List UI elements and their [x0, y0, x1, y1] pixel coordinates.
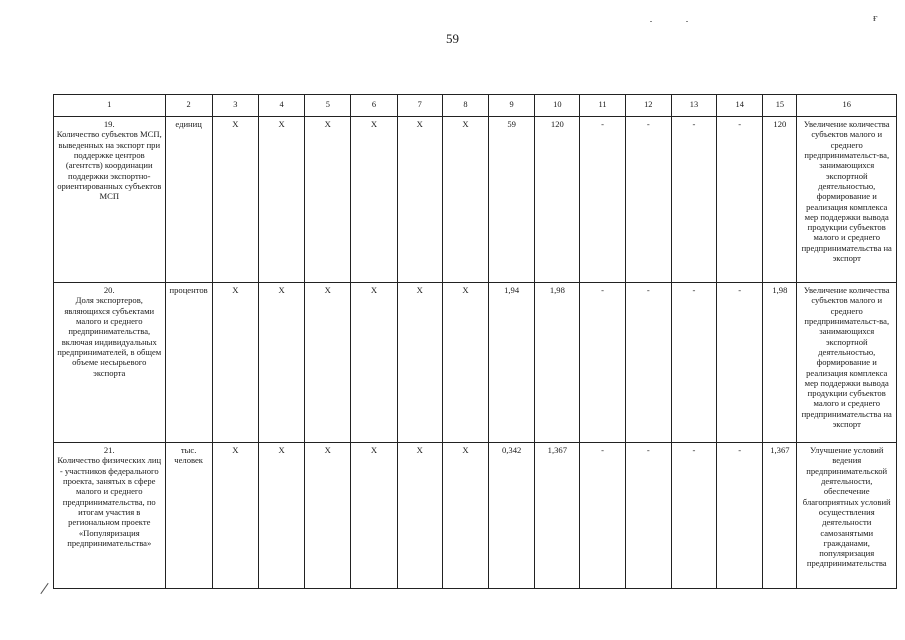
header-cell: 2	[165, 95, 212, 117]
value-cell: -	[625, 443, 671, 589]
value-cell: -	[580, 283, 625, 443]
value-cell: X	[442, 283, 488, 443]
header-cell: 4	[258, 95, 304, 117]
value-cell: -	[580, 443, 625, 589]
table-row	[54, 117, 897, 283]
value-cell: -	[580, 117, 625, 283]
scan-artifact	[686, 21, 688, 22]
table-row	[54, 283, 897, 443]
value-cell: -	[625, 117, 671, 283]
header-cell: 7	[397, 95, 442, 117]
value-cell: 1,367	[535, 443, 580, 589]
header-cell: 16	[797, 95, 897, 117]
header-cell: 8	[442, 95, 488, 117]
row-number: 21.	[103, 445, 115, 455]
value-cell: X	[397, 283, 442, 443]
header-cell: 14	[717, 95, 763, 117]
page-number: 59	[446, 31, 459, 46]
scan-artifact	[40, 583, 48, 594]
value-cell: 1,98	[763, 283, 797, 443]
value-cell: X	[351, 117, 397, 283]
row-number: 20.	[103, 285, 115, 295]
value-cell: -	[717, 117, 763, 283]
value-cell: -	[717, 443, 763, 589]
value-cell: 59	[489, 117, 535, 283]
header-cell: 10	[535, 95, 580, 117]
indicator-name: Доля экспортеров, являющихся субъектами малого и среднего предпринимательства, включая индивидуальных предпринимателей, в общем объеме несырьевого экспорта	[57, 295, 162, 378]
value-cell: X	[258, 443, 304, 589]
unit-cell: процентов	[165, 283, 212, 443]
value-cell: X	[258, 117, 304, 283]
value-cell: 1,94	[489, 283, 535, 443]
value-cell: X	[212, 283, 258, 443]
value-cell: X	[351, 283, 397, 443]
header-cell: 1	[54, 95, 166, 117]
value-cell: X	[212, 117, 258, 283]
header-cell: 12	[625, 95, 671, 117]
result-cell: Увеличение количества субъектов малого и среднего предпринимательст-ва, занимающихся экспортной деятельностью, формирование и реализация комплекса мер поддержки вывода продукции субъектов малого и среднего предпринимательства на экспорт	[797, 283, 897, 443]
value-cell: X	[351, 443, 397, 589]
value-cell: -	[671, 443, 716, 589]
header-cell: 15	[763, 95, 797, 117]
value-cell: X	[397, 443, 442, 589]
value-cell: 120	[535, 117, 580, 283]
value-cell: X	[397, 117, 442, 283]
value-cell: X	[305, 117, 351, 283]
indicator-cell	[54, 283, 166, 443]
value-cell: -	[625, 283, 671, 443]
table-header-row	[54, 95, 897, 117]
value-cell: X	[442, 443, 488, 589]
indicator-cell	[54, 117, 166, 283]
value-cell: -	[671, 283, 716, 443]
value-cell: X	[305, 283, 351, 443]
header-cell: 3	[212, 95, 258, 117]
header-cell: 13	[671, 95, 716, 117]
corner-mark: ғ	[873, 12, 878, 24]
indicator-name: Количество субъектов МСП, выведенных на экспорт при поддержке центров (агентств) координации поддержки экспортно-ориентированных субъектов МСП	[56, 129, 162, 202]
header-cell: 9	[489, 95, 535, 117]
result-cell: Улучшение условий ведения предпринимательской деятельности, обеспечение благоприятных условий осуществления деятельности самозанятыми гражданами, популяризация предпринимательства	[797, 443, 897, 589]
value-cell: -	[671, 117, 716, 283]
value-cell: X	[442, 117, 488, 283]
header-cell: 5	[305, 95, 351, 117]
scan-artifact	[650, 21, 652, 22]
value-cell: 0,342	[489, 443, 535, 589]
unit-cell: тыс. человек	[165, 443, 212, 589]
indicator-cell	[54, 443, 166, 589]
value-cell: 1,367	[763, 443, 797, 589]
value-cell: X	[305, 443, 351, 589]
indicators-table	[53, 94, 897, 589]
header-cell: 6	[351, 95, 397, 117]
unit-cell: единиц	[165, 117, 212, 283]
result-cell: Увеличение количества субъектов малого и среднего предпринимательст-ва, занимающихся экспортной деятельностью, формирование и реализация комплекса мер поддержки вывода продукции субъектов малого и среднего предпринимательства на экспорт	[797, 117, 897, 283]
header-cell: 11	[580, 95, 625, 117]
value-cell: 1,98	[535, 283, 580, 443]
value-cell: X	[212, 443, 258, 589]
value-cell: -	[717, 283, 763, 443]
table-row	[54, 443, 897, 589]
row-number: 19.	[103, 119, 115, 129]
value-cell: 120	[763, 117, 797, 283]
indicator-name: Количество физических лиц - участников федерального проекта, занятых в сфере малого и среднего предпринимательства, по итогам участия в региональном проекте «Популяризация предпринимательства»	[57, 455, 162, 548]
value-cell: X	[258, 283, 304, 443]
